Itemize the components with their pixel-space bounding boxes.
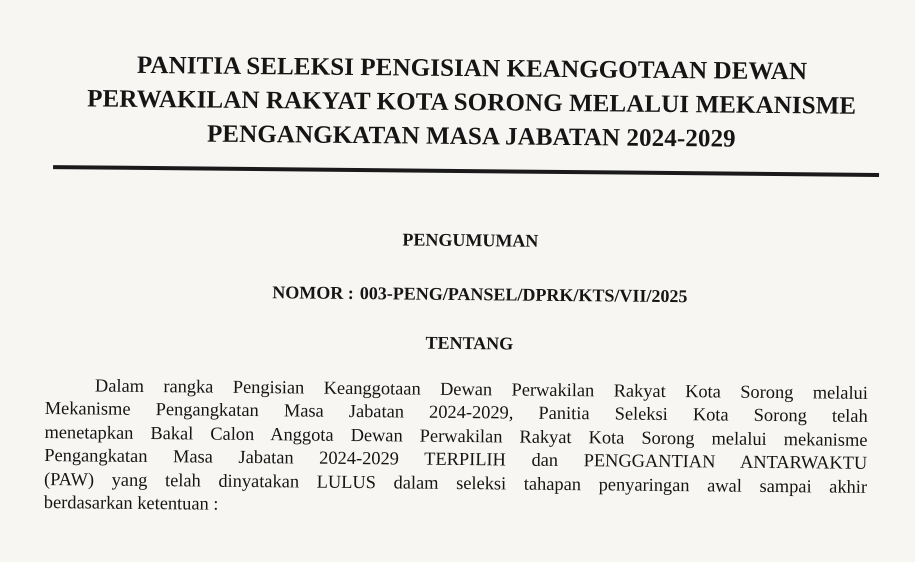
- body-line-6: berdasarkan ketentuan :: [43, 492, 219, 514]
- letterhead-line-1: PANITIA SELEKSI PENGISIAN KEANGGOTAAN DEWAN: [136, 51, 808, 86]
- announcement-number: [70, 280, 890, 309]
- body-line-5: (PAW) yang telah dinyatakan LULUS dalam seleksi tahapan penyaringan awal sampai akhir: [43, 468, 868, 497]
- announcement-title: PENGUMUMAN: [402, 229, 539, 251]
- announcement-subject-label: TENTANG: [425, 332, 514, 354]
- header-divider: [53, 165, 879, 177]
- letterhead-line-3: PENGANGKATAN MASA JABATAN 2024-2029: [206, 120, 736, 153]
- body-line-4: Pengangkatan Masa Jabatan 2024-2029 TERPILIH dan PENGGANTIAN ANTARWAKTU: [44, 445, 868, 474]
- body-paragraph: [44, 374, 868, 522]
- body-line-3: menetapkan Bakal Calon Anggota Dewan Perwakilan Rakyat Kota Sorong melalui mekanisme: [44, 421, 868, 450]
- announcement-number-label: NOMOR :: [272, 282, 354, 303]
- letterhead-line-2: PERWAKILAN RAKYAT KOTA SORONG MELALUI MEKANISME: [87, 85, 857, 120]
- announcement-number-value: 003-PENG/PANSEL/DPRK/KTS/VII/2025: [359, 283, 688, 307]
- body-line-1: Dalam rangka Pengisian Keanggotaan Dewan Perwakilan Rakyat Kota Sorong melalui: [94, 375, 869, 403]
- letterhead: [61, 48, 882, 158]
- body-line-2: Mekanisme Pengangkatan Masa Jabatan 2024-2029, Panitia Seleksi Kota Sorong telah: [44, 398, 868, 427]
